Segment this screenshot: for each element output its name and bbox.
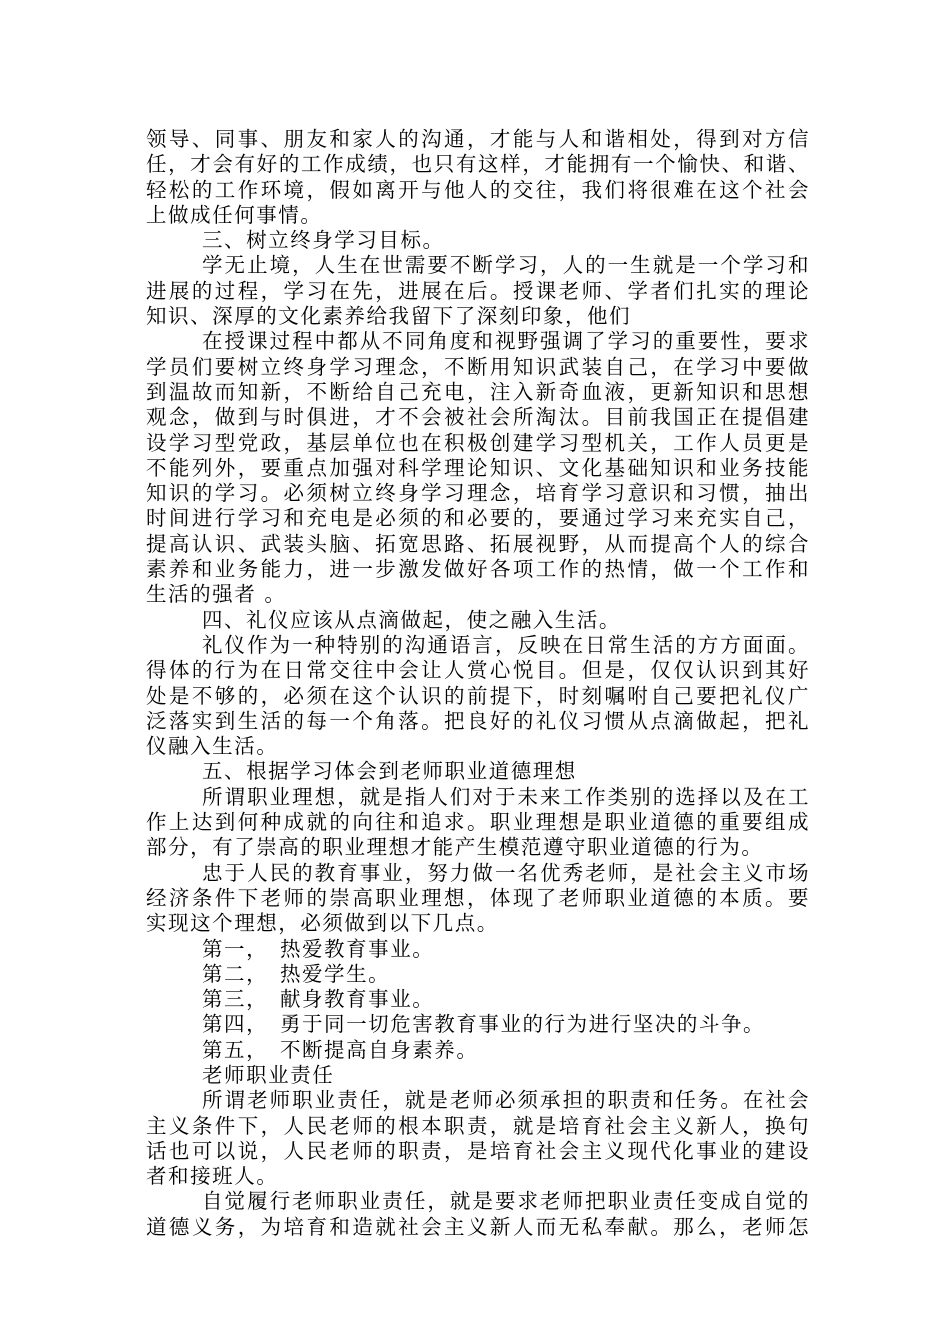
text-line: 素养和业务能力，进一步激发做好各项工作的热情，做一个工作和 xyxy=(146,557,810,582)
text-line: 得体的行为在日常交往中会让人赏心悦目。但是，仅仅认识到其好 xyxy=(146,658,810,683)
text-line: 泛落实到生活的每一个角落。把良好的礼仪习惯从点滴做起，把礼 xyxy=(146,708,810,733)
text-line: 第四， 勇于同一切危害教育事业的行为进行坚决的斗争。 xyxy=(202,1012,766,1037)
text-line: 学员们要树立终身学习理念，不断用知识武装自己，在学习中要做 xyxy=(146,354,810,379)
text-line: 道德义务，为培育和造就社会主义新人而无私奉献。那么，老师怎 xyxy=(146,1214,810,1239)
text-line: 领导、同事、朋友和家人的沟通，才能与人和谐相处，得到对方信 xyxy=(146,127,810,151)
text-line: 所谓职业理想，就是指人们对于未来工作类别的选择以及在工 xyxy=(202,784,810,809)
text-line: 第五， 不断提高自身素养。 xyxy=(202,1037,479,1062)
text-line: 不能列外，要重点加强对科学理论知识、文化基础知识和业务技能 xyxy=(146,455,810,480)
text-line: 经济条件下老师的崇高职业理想，体现了老师职业道德的本质。要 xyxy=(146,885,810,910)
document-body xyxy=(146,127,810,1240)
text-line: 实现这个理想，必须做到以下几点。 xyxy=(146,911,499,936)
text-line: 作上达到何种成就的向往和追求。职业理想是职业道德的重要组成 xyxy=(146,810,810,835)
text-line: 礼仪作为一种特别的沟通语言，反映在日常生活的方方面面。 xyxy=(202,632,810,657)
text-line: 部分，有了崇高的职业理想才能产生模范遵守职业道德的行为。 xyxy=(146,835,764,860)
text-line: 四、礼仪应该从点滴做起，使之融入生活。 xyxy=(202,607,621,632)
text-line: 话也可以说，人民老师的职责，是培育社会主义现代化事业的建设 xyxy=(146,1138,810,1163)
text-line: 轻松的工作环境，假如离开与他人的交往，我们将很难在这个社会 xyxy=(146,177,810,202)
text-line: 设学习型党政，基层单位也在积极创建学习型机关，工作人员更是 xyxy=(146,430,810,455)
text-line: 第三， 献身教育事业。 xyxy=(202,987,435,1012)
text-line: 提高认识、武装头脑、拓宽思路、拓展视野，从而提高个人的综合 xyxy=(146,531,810,556)
text-line: 时间进行学习和充电是必须的和必要的，要通过学习来充实自己， xyxy=(146,506,810,531)
text-line: 生活的强者 。 xyxy=(146,582,287,607)
text-line: 知识、深厚的文化素养给我留下了深刻印象，他们 xyxy=(146,304,632,329)
text-line: 仪融入生活。 xyxy=(146,734,279,759)
text-line: 进展的过程，学习在先，进展在后。授课老师、学者们扎实的理论 xyxy=(146,278,810,303)
text-line: 者和接班人。 xyxy=(146,1164,279,1189)
text-line: 学无止境，人生在世需要不断学习，人的一生就是一个学习和 xyxy=(202,253,810,278)
text-line: 三、树立终身学习目标。 xyxy=(202,228,445,253)
text-line: 五、根据学习体会到老师职业道德理想 xyxy=(202,759,577,784)
text-line: 观念，做到与时俱进，才不会被社会所淘汰。目前我国正在提倡建 xyxy=(146,405,810,430)
text-line: 第一， 热爱教育事业。 xyxy=(202,936,435,961)
text-line: 在授课过程中都从不同角度和视野强调了学习的重要性，要求 xyxy=(202,329,810,354)
text-line: 主义条件下，人民老师的根本职责，就是培育社会主义新人，换句 xyxy=(146,1113,810,1138)
text-line: 忠于人民的教育事业，努力做一名优秀老师，是社会主义市场 xyxy=(202,860,810,885)
text-line: 知识的学习。必须树立终身学习理念，培育学习意识和习惯，抽出 xyxy=(146,481,810,506)
text-line: 第二， 热爱学生。 xyxy=(202,961,391,986)
text-line: 处是不够的，必须在这个认识的前提下，时刻嘱咐自己要把礼仪广 xyxy=(146,683,810,708)
text-line: 自觉履行老师职业责任，就是要求老师把职业责任变成自觉的 xyxy=(202,1189,810,1214)
text-line: 老师职业责任 xyxy=(202,1062,335,1087)
text-line: 任，才会有好的工作成绩，也只有这样，才能拥有一个愉快、和谐、 xyxy=(146,152,810,177)
text-line: 到温故而知新，不断给自己充电，注入新奇血液，更新知识和思想 xyxy=(146,379,810,404)
text-line: 所谓老师职业责任，就是老师必须承担的职责和任务。在社会 xyxy=(202,1088,810,1113)
text-line: 上做成任何事情。 xyxy=(146,202,323,227)
